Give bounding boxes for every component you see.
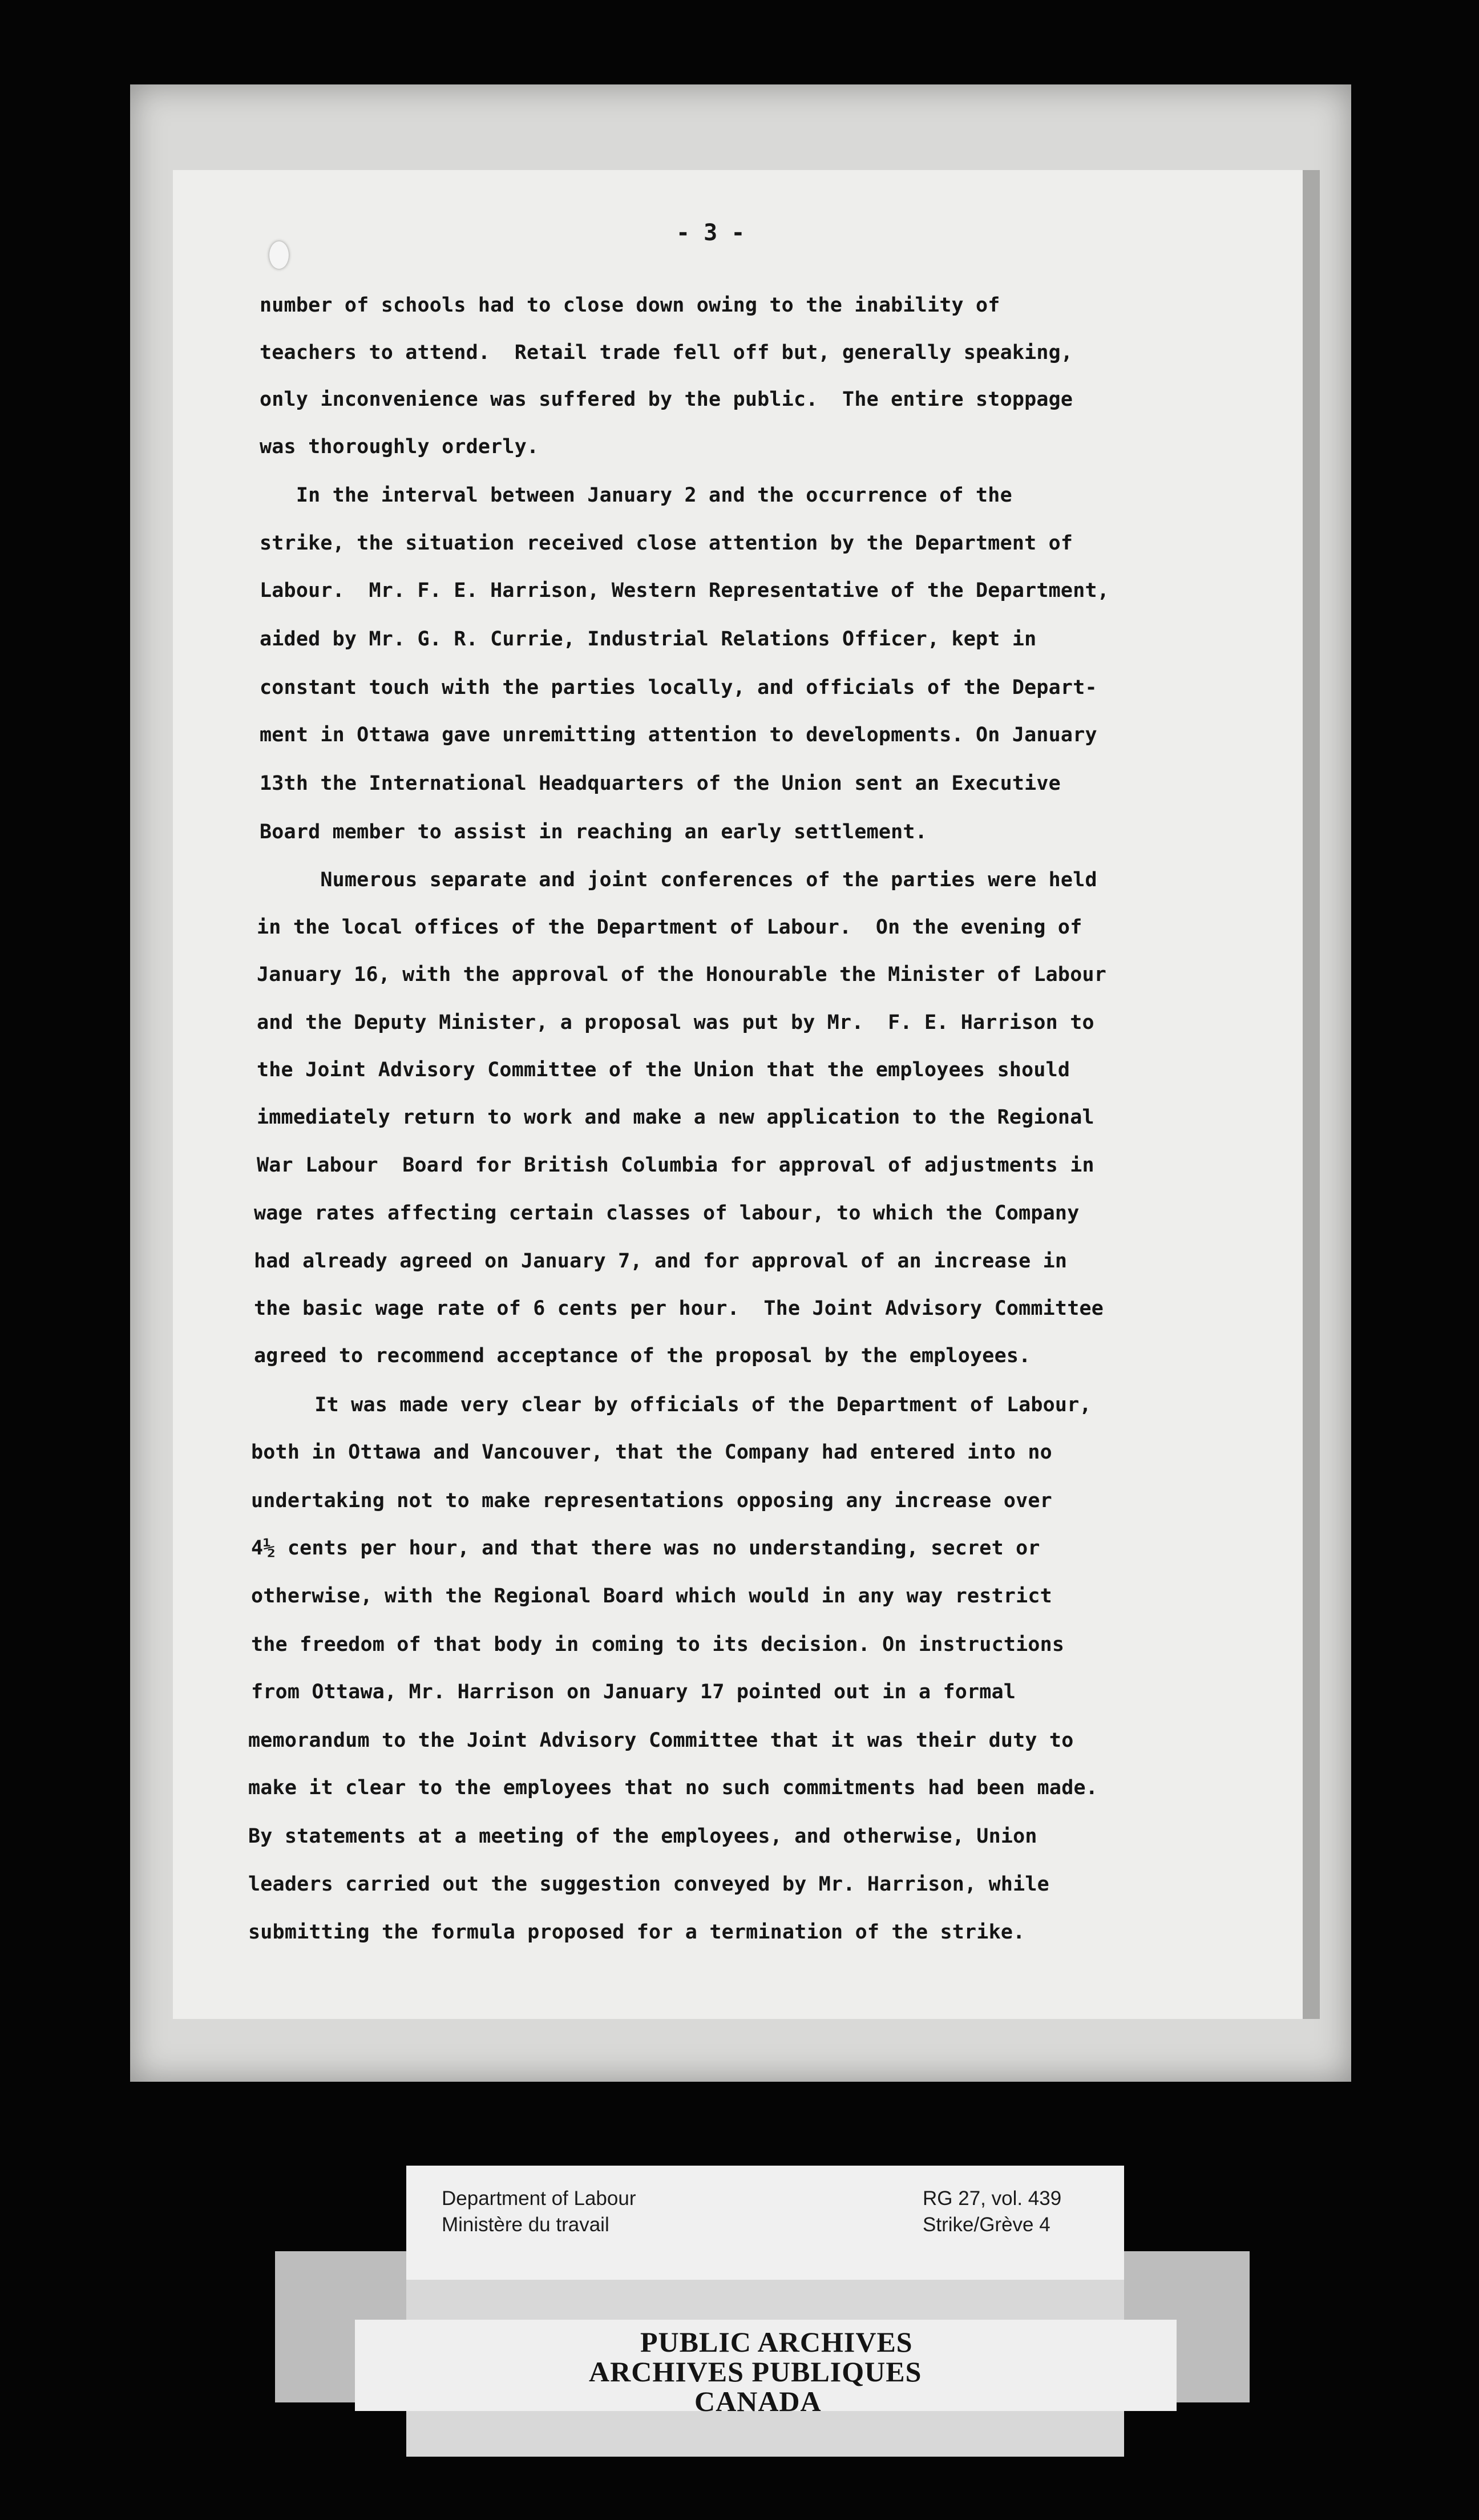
text-line: Board member to assist in reaching an early settlement. — [260, 821, 927, 843]
text-line: aided by Mr. G. R. Currie, Industrial Relations Officer, kept in — [260, 628, 1037, 651]
text-line: January 16, with the approval of the Honourable the Minister of Labour — [257, 963, 1107, 986]
text-line: the Joint Advisory Committee of the Union that the employees should — [257, 1059, 1070, 1081]
stamp-department-fr: Ministère du travail — [442, 2214, 609, 2236]
text-line: 4½ cents per hour, and that there was no understanding, secret or — [251, 1537, 1040, 1560]
text-line: and the Deputy Minister, a proposal was put by Mr. F. E. Harrison to — [257, 1011, 1094, 1034]
text-line: War Labour Board for British Columbia for approval of adjustments in — [257, 1154, 1094, 1177]
text-line: the freedom of that body in coming to its decision. On instructions — [251, 1633, 1065, 1656]
stamp-file: Strike/Grève 4 — [923, 2214, 1050, 2236]
text-line: strike, the situation received close attention by the Department of — [260, 532, 1073, 555]
text-line: submitting the formula proposed for a termination of the strike. — [248, 1921, 1025, 1944]
text-line: make it clear to the employees that no such commitments had been made. — [248, 1776, 1098, 1799]
text-line: number of schools had to close down owing to the inability of — [260, 294, 1000, 317]
text-line: 13th the International Headquarters of the Union sent an Executive — [260, 772, 1061, 795]
archive-stamp — [406, 2166, 1124, 2457]
text-line: in the local offices of the Department of Labour. On the evening of — [257, 916, 1082, 939]
text-line: otherwise, with the Regional Board which would in any way restrict — [251, 1585, 1052, 1608]
text-line: undertaking not to make representations opposing any increase over — [251, 1489, 1052, 1512]
text-line: It was made very clear by officials of the Department of Labour, — [254, 1394, 1092, 1416]
text-line: ment in Ottawa gave unremitting attention to developments. On January — [260, 724, 1097, 746]
text-line: By statements at a meeting of the employees, and otherwise, Union — [248, 1825, 1037, 1848]
text-line: leaders carried out the suggestion conveyed by Mr. Harrison, while — [248, 1873, 1049, 1896]
text-line: Labour. Mr. F. E. Harrison, Western Representative of the Department, — [260, 579, 1110, 602]
stamp-reference: RG 27, vol. 439 — [923, 2187, 1062, 2210]
text-line: wage rates affecting certain classes of labour, to which the Company — [254, 1202, 1080, 1225]
text-line: In the interval between January 2 and the occurrence of the — [260, 484, 1012, 507]
punch-hole — [269, 241, 289, 269]
stamp-department-en: Department of Labour — [442, 2187, 636, 2210]
text-line: from Ottawa, Mr. Harrison on January 17 pointed out in a formal — [251, 1681, 1016, 1703]
stamp-country: CANADA — [694, 2385, 822, 2417]
text-line: constant touch with the parties locally, and officials of the Depart- — [260, 676, 1097, 699]
text-line: the basic wage rate of 6 cents per hour. The Joint Advisory Committee — [254, 1297, 1104, 1320]
stamp-archives-en: PUBLIC ARCHIVES — [640, 2326, 913, 2358]
text-line: teachers to attend. Retail trade fell off but, generally speaking, — [260, 341, 1073, 364]
text-line: was thoroughly orderly. — [260, 435, 539, 458]
text-line: had already agreed on January 7, and for approval of an increase in — [254, 1250, 1068, 1273]
text-line: both in Ottawa and Vancouver, that the Company had entered into no — [251, 1441, 1052, 1464]
text-line: only inconvenience was suffered by the public. The entire stoppage — [260, 388, 1073, 411]
text-line: memorandum to the Joint Advisory Committee that it was their duty to — [248, 1729, 1074, 1752]
text-line: Numerous separate and joint conferences of the parties were held — [260, 869, 1097, 891]
text-line: agreed to recommend acceptance of the proposal by the employees. — [254, 1344, 1031, 1367]
stamp-archives-fr: ARCHIVES PUBLIQUES — [589, 2356, 922, 2388]
page-number: - 3 - — [676, 220, 745, 246]
text-line: immediately return to work and make a new application to the Regional — [257, 1106, 1094, 1129]
